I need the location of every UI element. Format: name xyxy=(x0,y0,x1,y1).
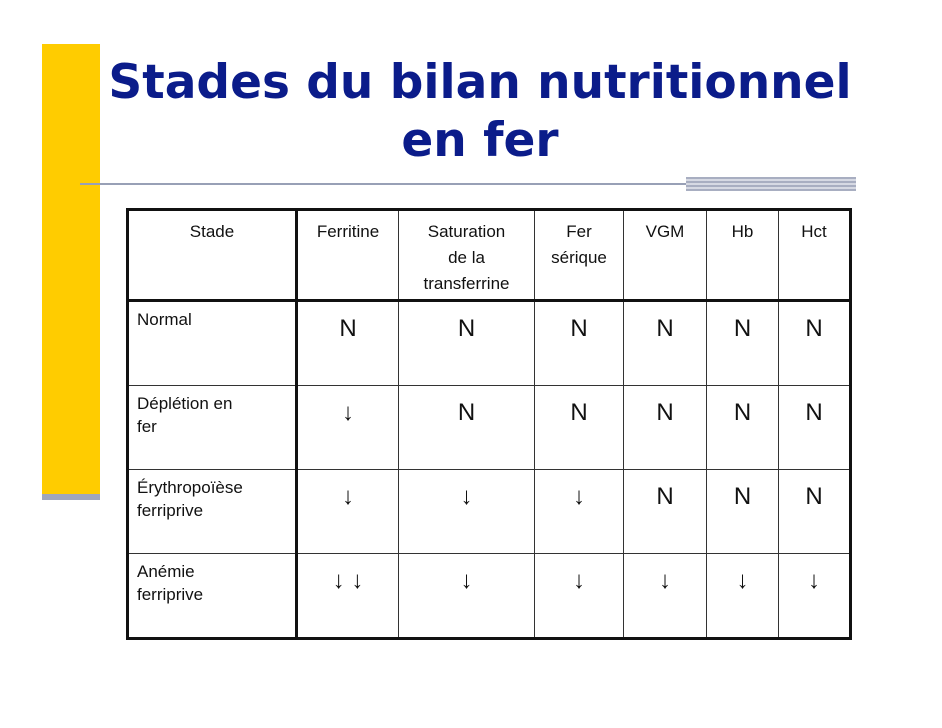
iron-stages-table xyxy=(126,208,852,640)
value-cell: N xyxy=(399,301,535,386)
value-cell: N xyxy=(779,386,851,470)
value-cell: N xyxy=(779,470,851,554)
header-serum-iron: Fer sérique xyxy=(535,210,624,301)
value-cell: N xyxy=(297,301,399,386)
accent-bar-shadow xyxy=(42,494,100,500)
value-cell: ↓ ↓ xyxy=(297,554,399,639)
stage-cell: Déplétion en fer xyxy=(128,386,297,470)
header-hct: Hct xyxy=(779,210,851,301)
value-cell: N xyxy=(399,386,535,470)
accent-bar xyxy=(42,44,100,498)
value-cell: N xyxy=(535,301,624,386)
value-cell: N xyxy=(779,301,851,386)
table-row xyxy=(128,386,851,470)
slide-title-line-2: en fer xyxy=(401,113,559,168)
slide-title-line-1: Stades du bilan nutritionnel xyxy=(108,55,852,110)
value-cell: ↓ xyxy=(707,554,779,639)
table-header-row xyxy=(128,210,851,301)
value-cell: N xyxy=(624,386,707,470)
value-cell: ↓ xyxy=(535,470,624,554)
header-ferritin: Ferritine xyxy=(297,210,399,301)
table-row xyxy=(128,301,851,386)
value-cell: N xyxy=(707,386,779,470)
value-cell: ↓ xyxy=(399,554,535,639)
header-stage: Stade xyxy=(128,210,297,301)
value-cell: N xyxy=(707,301,779,386)
value-cell: ↓ xyxy=(297,470,399,554)
value-cell: N xyxy=(624,301,707,386)
value-cell: N xyxy=(707,470,779,554)
stage-cell: Érythropoïèse ferriprive xyxy=(128,470,297,554)
header-hb: Hb xyxy=(707,210,779,301)
stage-cell: Anémie ferriprive xyxy=(128,554,297,639)
value-cell: ↓ xyxy=(624,554,707,639)
value-cell: ↓ xyxy=(399,470,535,554)
slide-title xyxy=(100,54,860,170)
stage-cell: Normal xyxy=(128,301,297,386)
table-row xyxy=(128,554,851,639)
value-cell: N xyxy=(624,470,707,554)
value-cell: ↓ xyxy=(535,554,624,639)
header-saturation: Saturation de la transferrine xyxy=(399,210,535,301)
value-cell: ↓ xyxy=(297,386,399,470)
value-cell: ↓ xyxy=(779,554,851,639)
header-vgm: VGM xyxy=(624,210,707,301)
value-cell: N xyxy=(535,386,624,470)
table-row xyxy=(128,470,851,554)
title-divider xyxy=(80,183,686,185)
title-divider-block xyxy=(686,177,856,191)
